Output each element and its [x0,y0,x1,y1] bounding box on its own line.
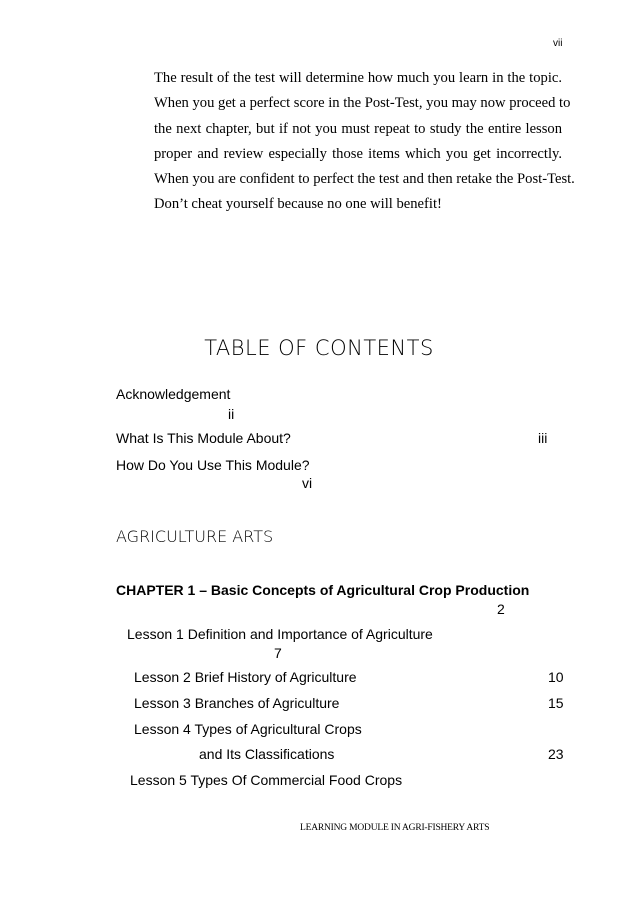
toc-page-use-module: vi [302,475,313,491]
toc-page-module-about: iii [538,430,548,446]
toc-entry-lesson-2: Lesson 2 Brief History of Agriculture [134,669,357,685]
intro-line: proper and review especially those items which you get incorrectly. [154,145,562,162]
page-number: vii [553,38,563,49]
toc-page-lesson-1: 7 [274,645,282,661]
toc-subentry-lesson-4: and Its Classifications [199,746,335,762]
toc-page-chapter-1: 2 [497,601,505,617]
toc-page-lesson-3: 15 [548,695,564,711]
toc-page-lesson-2: 10 [548,669,564,685]
intro-line: Don’t cheat yourself because no one will benefit! [154,196,442,213]
toc-page-acknowledgement: ii [228,406,235,422]
toc-page-lesson-4: 23 [548,746,564,762]
toc-entry-use-module: How Do You Use This Module? [116,457,310,473]
intro-line: When you get a perfect score in the Post-Test, you may now proceed to [154,95,571,112]
intro-line: The result of the test will determine how much you learn in the topic. [154,70,562,86]
toc-entry-lesson-1: Lesson 1 Definition and Importance of Agriculture [127,626,433,642]
toc-entry-acknowledgement: Acknowledgement [116,386,231,402]
toc-heading: TABLE OF CONTENTS [204,336,434,360]
toc-entry-module-about: What Is This Module About? [116,430,291,446]
intro-paragraph [154,66,575,218]
toc-entry-chapter-1: CHAPTER 1 – Basic Concepts of Agricultural Crop Production [116,582,530,598]
page-footer: LEARNING MODULE IN AGRI-FISHERY ARTS [300,823,490,833]
section-title: AGRICULTURE ARTS [116,527,274,546]
toc-entry-lesson-4: Lesson 4 Types of Agricultural Crops [134,721,362,737]
intro-line: When you are confident to perfect the test and then retake the Post-Test. [154,171,575,188]
toc-entry-lesson-5: Lesson 5 Types Of Commercial Food Crops [130,772,403,788]
intro-line: the next chapter, but if not you must repeat to study the entire lesson [154,120,562,137]
toc-entry-lesson-3: Lesson 3 Branches of Agriculture [134,695,340,711]
